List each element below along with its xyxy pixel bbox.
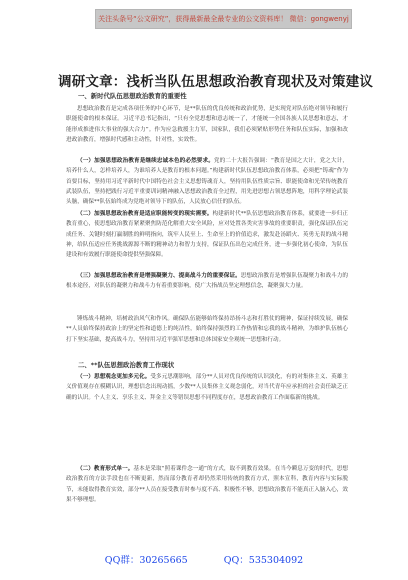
- paragraph: [66, 271, 348, 292]
- section-heading-2: 二、**队伍思想政治教育工作现状: [78, 361, 175, 369]
- section-heading-1: 一、新时代队伍思想政治教育的重要性: [78, 92, 187, 100]
- paragraph: [66, 156, 348, 208]
- paragraph-text: 基本是采取“照着课件念一通”的方式，取不到教育效果。在当今瞬息万变的时代，思想政治教育的方法手段也在不断更新，然而部分教育者却仍然采用传统的教育方式，照本宣科，教育内容与实际脱节，未能取得教育实效，部分**人员在接受教育时参与度不高、积极性不够，思想政治教育不能真正入脑入心，效果不够理想。: [66, 466, 348, 504]
- subheading: （二）教育形式单一。: [77, 466, 134, 472]
- qq-group-text: QQ群：30265665: [104, 555, 188, 566]
- document-title: 调研文章：浅析当队伍思想政治教育现状及对策建议: [58, 74, 374, 90]
- paragraph: [66, 464, 348, 505]
- promo-banner-text: 关注头条号“公文研究”，获得最新最全最专业的公文资料库！ 微信：gongwenyj: [98, 15, 349, 23]
- paragraph: [66, 314, 348, 345]
- paragraph-text: 构建新时代**队伍思想政治教育体系，就要进一步归正教育重心，使思想政治教育紧紧聚焦防范化解重大安全风险，应对处置各类灾害事故的重要职责，强化保证队伍完成任务、关键时刻打赢制胜的鲜明指向，筑牢人民至上、生命至上的价值追求，激发赴汤蹈火、英勇无畏的战斗精神，给队伍适应任务挑战源源不断的精神动力和智力支持，保证队伍出色完成任务，进一步强化初心使命，为队伍建设和有效履行职能使命提供坚强保障。: [66, 211, 348, 259]
- subheading: （三）加强思想政治教育是增强凝聚力、提高战斗力的重要保证。: [77, 273, 241, 279]
- paragraph: [66, 209, 348, 261]
- paragraph: [66, 104, 348, 145]
- contact-footer: [0, 552, 408, 566]
- paragraph-text: 锤炼战斗精神，培树政治风气和作风。确保队伍能够始终保持昂扬斗志和打胜仗的精神，保证持续发展，确保**人员始终保持政治上的坚定性和道德上的纯洁性，始终保持强烈的工作热情和忘我的战斗精神，为维护队伍核心打下坚实基础，提高战斗力，坚持用习近平强军思想和总体国家安全观统一思想和行动。: [66, 316, 348, 343]
- paragraph-text: 受多元思潮影响，部分**人员对优良传统的认识淡化，有的对集体主义、英雄主义价值观存在模糊认识，理想信念出现动摇，少数**人员集体主义观念弱化，对当代青年应承担的社会责任缺乏正确的认识。个人主义、享乐主义、拜金主义等错误思想不同程度存在，思想政治教育工作面临新的挑战。: [66, 374, 348, 401]
- paragraph-text: 思想政治教育是增强队伍凝聚力和战斗力的根本途径，对队伍的凝聚力和战斗力有着重要影响，使广大指战员坚定理想信念，凝聚强大力量。: [66, 273, 348, 290]
- paragraph: [66, 372, 348, 403]
- qq-text: QQ：535304092: [223, 555, 304, 566]
- subheading: （一）加强思想政治教育是继续忠诚本色的必然要求。: [77, 158, 214, 164]
- paragraph-text: 思想政治教育是完成各项任务的中心环节，是**队伍的优良传统和政治优势，是实现党对队伍绝对领导和履行职能使命的根本保证。习近平总书记指出，“只有全党思想和意志统一了，才能统一全国各族人民思想和意志，才能形成推进伟大事业的强大合力”。作为应急救援主力军，国家队，我们必须紧贴形势任务和队伍实际，加强和改进政治教育，增强时代感和主动性，针对性，实效性。: [66, 106, 348, 144]
- subheading: （二）加强思想政治教育是适应职能转变的现实需要。: [77, 211, 213, 217]
- subheading: （一）思想观念更加多元化。: [77, 374, 151, 380]
- paragraph-text: 党的二十大报告强调：“教育是国之大计，党之大计，培养什么人，怎样培养人，为谁培养人是教育的根本问题。”构建新时代队伍思想政治教育体系，必须把“铸魂”作为首要目标，坚持用习近平新时代中国特色社会主义思想铸魂育人，坚持用队伍性质宗旨、职能使命和光荣传统教育武装队伍，坚持把践行习近平重要训词精神融入思想政治教育全过程，用先进思想占领思想阵地，用科学理论武装头脑，确保**队伍始终成为党绝对领导下的队伍，人民放心信任的队伍。: [66, 158, 348, 206]
- promo-banner: [95, 9, 352, 29]
